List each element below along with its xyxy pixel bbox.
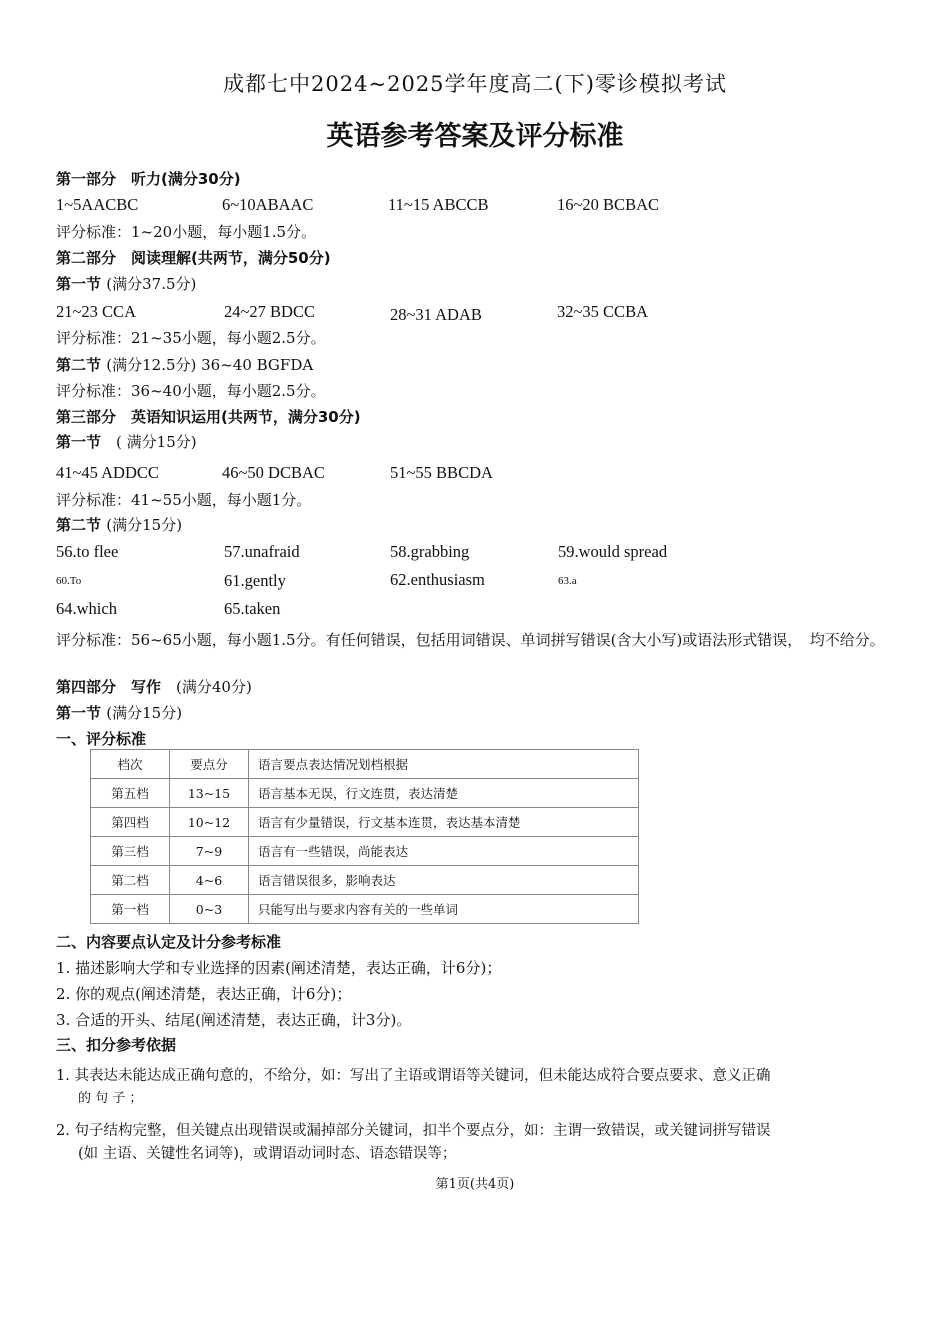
scoring-table	[90, 749, 639, 924]
part2-heading: 第二部分 阅读理解(共两节，满分50分)	[56, 249, 331, 267]
table-cell: 语言有一些错误，尚能表达	[249, 837, 639, 866]
answer-group: 28~31 ADAB	[390, 305, 482, 324]
section-heading: 第一节 (满分37.5分)	[56, 275, 197, 293]
part4-heading: 第四部分 写作 (满分40分)	[56, 678, 252, 696]
scoring-note: 评分标准：41~55小题，每小题1分。	[56, 491, 312, 509]
subheading: 一、评分标准	[56, 730, 147, 748]
fill-answer: 58.grabbing	[390, 542, 470, 561]
table-cell: 语言有少量错误，行文基本连贯，表达基本清楚	[249, 808, 639, 837]
scoring-note: 评分标准：36~40小题，每小题2.5分。	[56, 382, 326, 400]
table-header-cell: 语言要点表达情况划档根据	[249, 750, 639, 779]
fill-answer: 64.which	[56, 599, 117, 618]
answer-group: 24~27 BDCC	[224, 302, 315, 321]
doc-title: 英语参考答案及评分标准	[326, 121, 624, 152]
table-cell: 第四档	[91, 808, 170, 837]
table-header-row	[91, 750, 639, 779]
table-cell: 4~6	[170, 866, 249, 895]
section-heading: 第二节 (满分15分)	[56, 516, 183, 534]
deduction-rule: 1. 其表达未能达成正确句意的，不给分，如：写出了主语或谓语等关键词，但未能达成符合要点要求、意义正确	[56, 1068, 771, 1084]
table-cell: 10~12	[170, 808, 249, 837]
table-row	[91, 895, 639, 924]
table-row	[91, 837, 639, 866]
answer-group: 1~5AACBC	[56, 195, 139, 214]
content-point: 2. 你的观点(阐述清楚，表达正确，计6分)；	[56, 985, 352, 1003]
table-cell: 0~3	[170, 895, 249, 924]
answer-group: 6~10ABAAC	[222, 195, 314, 214]
content-point: 3. 合适的开头、结尾(阐述清楚，表达正确，计3分)。	[56, 1011, 412, 1029]
scoring-note: 评分标准：1~20小题，每小题1.5分。	[56, 223, 317, 241]
subheading: 三、扣分参考依据	[56, 1036, 177, 1054]
fill-answer: 56.to flee	[56, 542, 119, 561]
table-cell: 语言基本无误，行文连贯，表达清楚	[249, 779, 639, 808]
content-point: 1. 描述影响大学和专业选择的因素(阐述清楚，表达正确，计6分)；	[56, 959, 502, 977]
scoring-note: 评分标准：21~35小题，每小题2.5分。	[56, 329, 326, 347]
fill-answer: 57.unafraid	[224, 542, 300, 561]
table-row	[91, 779, 639, 808]
fill-answer: 62.enthusiasm	[390, 570, 485, 589]
part3-heading: 第三部分 英语知识运用(共两节，满分30分)	[56, 408, 361, 426]
section-heading: 第一节 ( 满分15分)	[56, 433, 197, 451]
answer-group: 41~45 ADDCC	[56, 463, 159, 482]
table-cell: 13~15	[170, 779, 249, 808]
exam-title: 成都七中2024~2025学年度高二(下)零诊模拟考试	[223, 72, 727, 96]
table-header-cell: 档次	[91, 750, 170, 779]
section-heading: 第一节 (满分15分)	[56, 704, 183, 722]
answer-group: 46~50 DCBAC	[222, 463, 325, 482]
answer-group: 11~15 ABCCB	[388, 195, 489, 214]
table-cell: 只能写出与要求内容有关的一些单词	[249, 895, 639, 924]
answer-group: 21~23 CCA	[56, 302, 136, 321]
table-cell: 语言错误很多，影响表达	[249, 866, 639, 895]
fill-answer: 63.a	[558, 575, 577, 587]
table-row	[91, 808, 639, 837]
fill-answer: 65.taken	[224, 599, 281, 618]
fill-answer: 61.gently	[224, 571, 286, 590]
part1-heading: 第一部分 听力(满分30分)	[56, 170, 241, 188]
deduction-rule: 的 句 子 ；	[78, 1091, 143, 1106]
table-cell: 第五档	[91, 779, 170, 808]
fill-answer: 59.would spread	[558, 542, 668, 561]
table-cell: 7~9	[170, 837, 249, 866]
subheading: 二、内容要点认定及计分参考标准	[56, 933, 282, 951]
deduction-rule: 2. 句子结构完整，但关键点出现错误或漏掉部分关键词，扣半个要点分，如：主谓一致错误，或关键词拼写错误	[56, 1123, 771, 1139]
answer-group: 32~35 CCBA	[557, 302, 648, 321]
section-heading: 第二节 (满分12.5分) 36~40 BGFDA	[56, 356, 314, 374]
table-header-cell: 要点分	[170, 750, 249, 779]
fill-answer: 60.To	[56, 575, 82, 587]
table-cell: 第二档	[91, 866, 170, 895]
answer-group: 16~20 BCBAC	[557, 195, 659, 214]
answer-group: 51~55 BBCDA	[390, 463, 493, 482]
page-number: 第1页(共4页)	[435, 1177, 515, 1192]
scoring-note: 评分标准：56~65小题，每小题1.5分。有任何错误，包括用词错误、单词拼写错误(含大小写)或语法形式错误， 均不给分。	[56, 631, 885, 649]
table-cell: 第一档	[91, 895, 170, 924]
deduction-rule: (如 主语、关键性名词等)，或谓语动词时态、语态错误等；	[78, 1146, 457, 1162]
table-cell: 第三档	[91, 837, 170, 866]
table-row	[91, 866, 639, 895]
